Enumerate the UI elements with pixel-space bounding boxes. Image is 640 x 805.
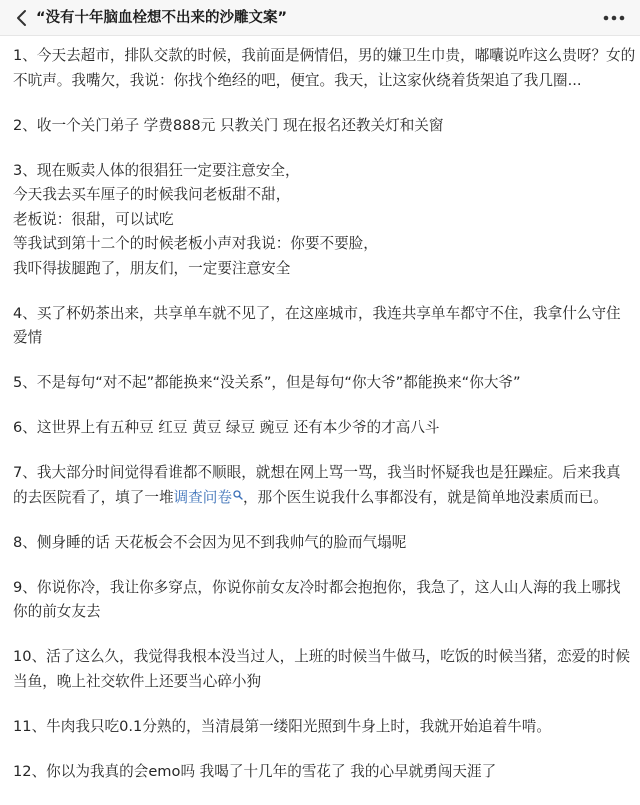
paragraph-line: 6、这世界上有五种豆 红豆 黄豆 绿豆 豌豆 还有本少爷的才高八斗: [13, 419, 440, 436]
paragraph-line: 9、你说你冷，我让你多穿点，你说你前女友冷时都会抱抱你，我急了，这人山人海的我上哪找: [13, 578, 621, 596]
paragraph-11: [13, 715, 628, 740]
paragraph-text: 的去医院看了，填了一堆: [13, 488, 174, 506]
paragraph-line: 10、活了这么久，我觉得我根本没当过人，上班的时候当牛做马，吃饭的时候当猪，恋爱的时候: [13, 648, 630, 665]
paragraph-line: 不吭声。我嘴欠，我说：你找个绝经的吧，便宜。我天，让这家伙绕着货架追了我几圈...: [13, 71, 582, 89]
paragraph-6: [13, 416, 628, 441]
paragraph-line: 老板说：很甜，可以试吃: [13, 210, 174, 228]
page-title: “没有十年脑血栓想不出来的沙雕文案”: [36, 10, 288, 26]
paragraph-line: 3、现在贩卖人体的很猖狂一定要注意安全，: [13, 161, 300, 179]
paragraph-3: [13, 159, 628, 282]
paragraph-line: 今天我去买车厘子的时候我问老板甜不甜，: [13, 186, 291, 203]
paragraph-5: [13, 371, 628, 396]
paragraph-10: [13, 645, 628, 694]
top-bar: [0, 0, 640, 36]
paragraph-line: 2、收一个关门弟子 学费888元 只教关门 现在报名还教关灯和关窗: [13, 116, 444, 134]
paragraph-line: [13, 486, 628, 511]
paragraph-line: 1、今天去超市，排队交款的时候，我前面是俩情侣，男的嫌卫生巾贵，嘟囔说咋这么贵呀？女的: [13, 47, 636, 64]
paragraph-9: [13, 576, 628, 625]
paragraph-line: 4、买了杯奶茶出来，共享单车就不见了，在这座城市，我连共享单车都守不住，我拿什么守住: [13, 304, 621, 322]
paragraph-12: [13, 760, 628, 785]
paragraph-line: 当鱼，晚上社交软件上还要当心碎小狗: [13, 672, 262, 690]
more-dots-icon: [603, 15, 625, 21]
paragraph-line: 爱情: [13, 329, 43, 346]
paragraph-line: 11、牛肉我只吃0.1分熟的，当清晨第一缕阳光照到牛身上时，我就开始追着牛啃。: [13, 717, 551, 735]
survey-link[interactable]: [174, 489, 243, 506]
survey-link-label: 调查问卷: [173, 488, 232, 506]
paragraph-line: 我吓得拔腿跑了，朋友们，一定要注意安全: [13, 259, 291, 277]
paragraph-line: 等我试到第十二个的时候老板小声对我说：你要不要脸，: [13, 235, 378, 252]
paragraph-line: 你的前女友去: [13, 603, 101, 620]
article-body: [13, 44, 636, 805]
chevron-left-icon: [15, 9, 29, 27]
paragraph-line: 8、侧身睡的话 天花板会不会因为见不到我帅气的脸而气塌呢: [13, 533, 407, 551]
paragraph-7: [13, 461, 628, 510]
back-button[interactable]: [8, 4, 36, 32]
search-icon: [233, 490, 243, 500]
paragraph-8: [13, 531, 628, 556]
paragraph-line: 12、你以为我真的会emo吗 我喝了十几年的雪花了 我的心早就勇闯天涯了: [13, 762, 497, 780]
paragraph-1: [13, 44, 636, 93]
paragraph-line: 5、不是每句“对不起”都能换来“没关系”，但是每句“你大爷”都能换来“你大爷”: [13, 374, 521, 391]
paragraph-2: [13, 114, 628, 139]
paragraph-text: ，那个医生说我什么事都没有，就是简单地没素质而已。: [242, 488, 608, 506]
paragraph-4: [13, 302, 628, 351]
paragraph-line: 7、我大部分时间觉得看谁都不顺眼，就想在网上骂一骂，我当时怀疑我也是狂躁症。后来我真: [13, 464, 621, 481]
more-button[interactable]: [598, 4, 630, 32]
